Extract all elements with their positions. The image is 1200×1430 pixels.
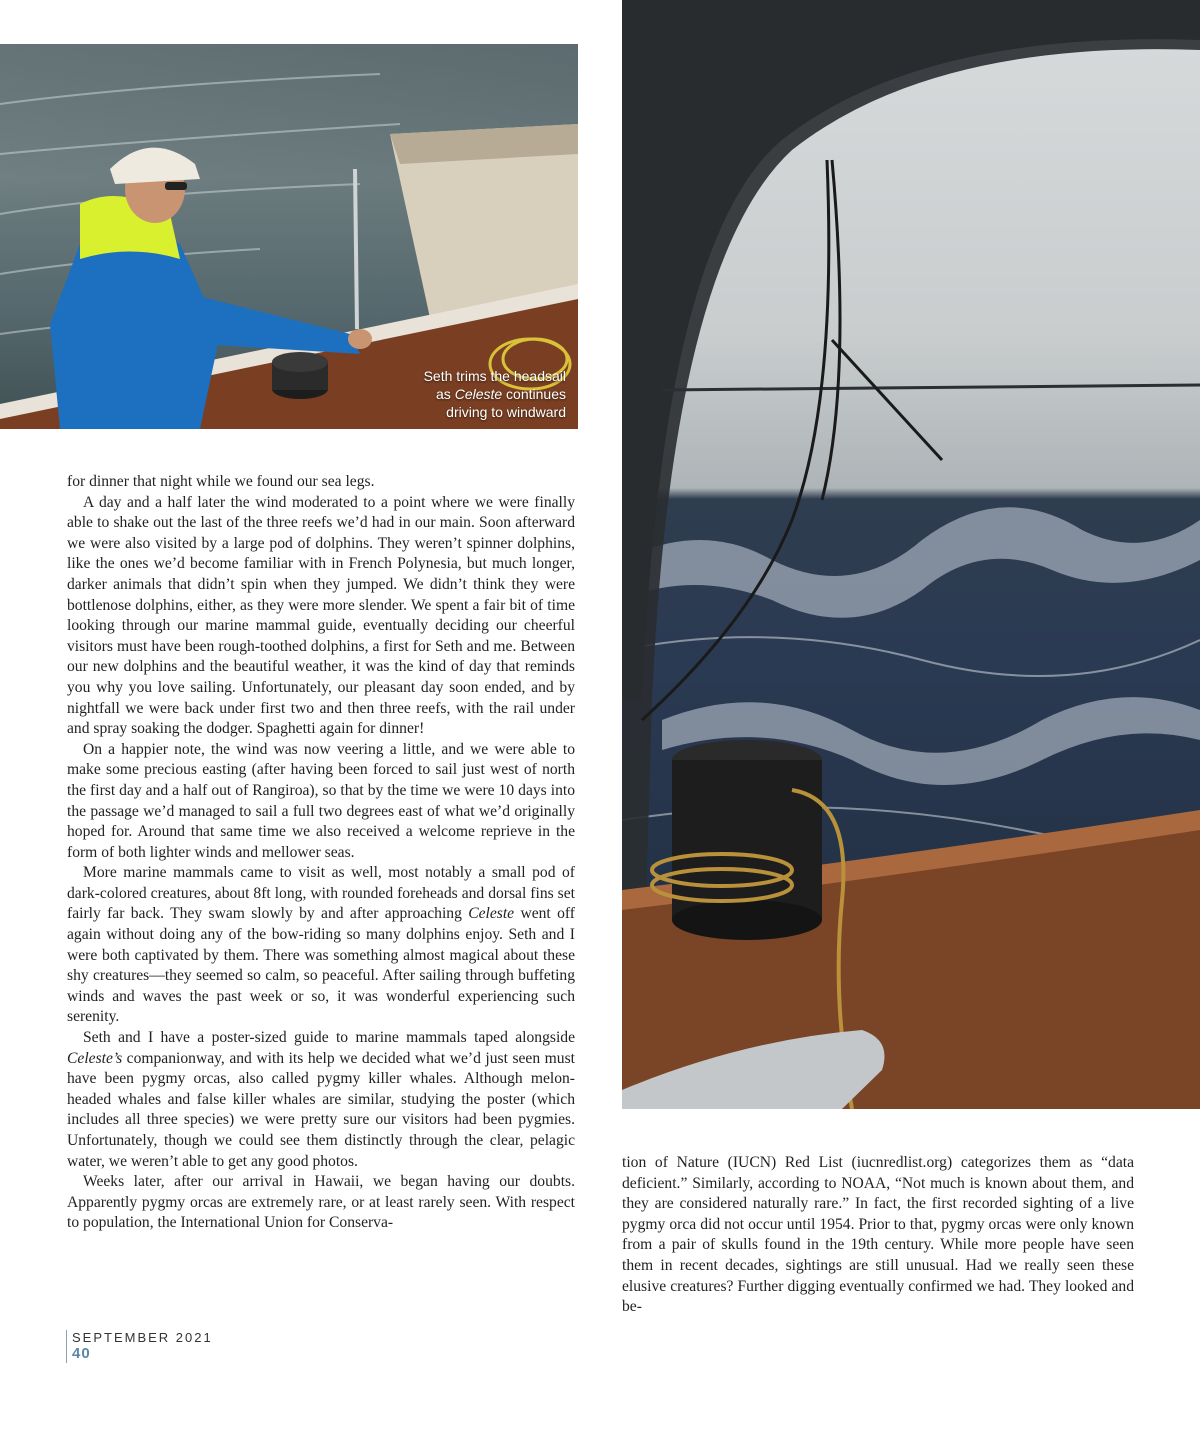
article-left-column	[67, 472, 575, 1234]
paragraph-text: More marine mammals came to visit as well, most notably a small pod of dark-colored creatures, about 8ft long, with rounded foreheads and dorsal fins set fairly far back. They swam slowly by and after approaching	[67, 864, 575, 923]
folio	[66, 1330, 213, 1363]
paragraph-text: A day and a half later the wind moderated to a point where we were finally able to shake out the last of the three reefs we’d had in our main. Soon afterward we were also visited by a large pod of dolphins. They weren’t spinner dolphins, like the ones we’d become familiar with in French Polynesia, but much longer, darker animals that didn’t spin when they jumped. We didn’t think they were bottlenose dolphins, either, as they were more slender. We spent a fair bit of time looking through our marine mammal guide, eventually deciding our cheerful visitors must have been rough-toothed dolphins, a first for Seth and me. Between our new dolphins and the beautiful weather, it was the kind of day that reminds you why you love sailing. Unfortunately, our pleasant day soon ended, and by nightfall we were back under first two and then three reefs, with the rail under and spray soaking the dodger. Spaghetti again for dinner!	[67, 493, 575, 738]
paragraph-text: went off again without doing any of the bow-riding so many dolphins enjoy. Seth and I were both captivated by them. There was something almost magical about these shy creatures—they seemed so calm, so peaceful. After sailing through buffeting winds and waves the past week or so, it was wonderful experiencing such serenity.	[67, 905, 575, 1026]
stormy-sea-from-cockpit-photo	[622, 0, 1200, 1109]
boat-name-italic: Celeste’s	[67, 1049, 123, 1067]
paragraph-iucn	[622, 1153, 1134, 1318]
issue-date: SEPTEMBER 2021	[72, 1330, 213, 1345]
paragraph-doubts	[67, 1172, 575, 1234]
sailor-trimming-headsail-photo	[0, 44, 578, 429]
paragraph-text: Seth and I have a poster-sized guide to marine mammals taped alongside	[83, 1029, 575, 1047]
photo-caption	[346, 367, 566, 421]
caption-line-2	[346, 385, 566, 403]
paragraph-poster-guide	[67, 1028, 575, 1172]
paragraph-text: companionway, and with its help we decided what we’d just seen must have been pygmy orcas, also called pygmy killer whales. Although melon-headed whales and false killer whales are similar, studying the poster (which includes all three species) we were pretty sure our visitors had been pygmies. Unfortunately, though we could see them distinctly through the clear, pelagic water, we weren’t able to get any good photos.	[67, 1049, 575, 1170]
caption-line-3: driving to windward	[446, 404, 566, 420]
stormy-sea-illustration	[622, 0, 1200, 1109]
paragraph-dolphins	[67, 493, 575, 740]
paragraph-continued	[67, 472, 575, 493]
caption-line-1: Seth trims the headsail	[423, 368, 566, 384]
paragraph-text: tion of Nature (IUCN) Red List (iucnredlist.org) categorizes them as “data deficient.” Similarly, according to NOAA, “Not much is known about them, and they are considered naturally rare.” In fact, the first recorded sighting of a live pygmy orca did not occur until 1954. Prior to that, pygmy orcas were only known from a pair of skulls found in the 19th century. While more people have seen them in recent decades, sightings are still unusual. Had we really seen these elusive creatures? Further digging eventually confirmed we had. They looked and be-	[622, 1154, 1134, 1316]
paragraph-text: Weeks later, after our arrival in Hawaii, we began having our doubts. Apparently pygmy orcas are extremely rare, or at least rarely seen. With respect to population, the International Union for Conserva-	[67, 1173, 575, 1232]
caption-line-2-suffix: continues	[502, 386, 566, 402]
paragraph-easting	[67, 740, 575, 864]
paragraph-marine-mammals	[67, 863, 575, 1028]
article-right-column	[622, 1153, 1134, 1318]
paragraph-text: for dinner that night while we found our sea legs.	[67, 473, 375, 490]
boat-name-italic: Celeste	[454, 386, 503, 402]
caption-line-2-prefix: as	[436, 386, 455, 402]
page-number: 40	[72, 1345, 91, 1362]
boat-name-italic: Celeste	[468, 905, 515, 923]
paragraph-text: On a happier note, the wind was now veering a little, and we were able to make some precious easting (after having been forced to sail just west of north the first day and a half out of Rangiroa), so that by the time we were 10 days into the passage we’d managed to sail a full two degrees east of what we’d originally hoped for. Around that same time we also received a welcome reprieve in the form of both lighter winds and mellower seas.	[67, 740, 575, 861]
